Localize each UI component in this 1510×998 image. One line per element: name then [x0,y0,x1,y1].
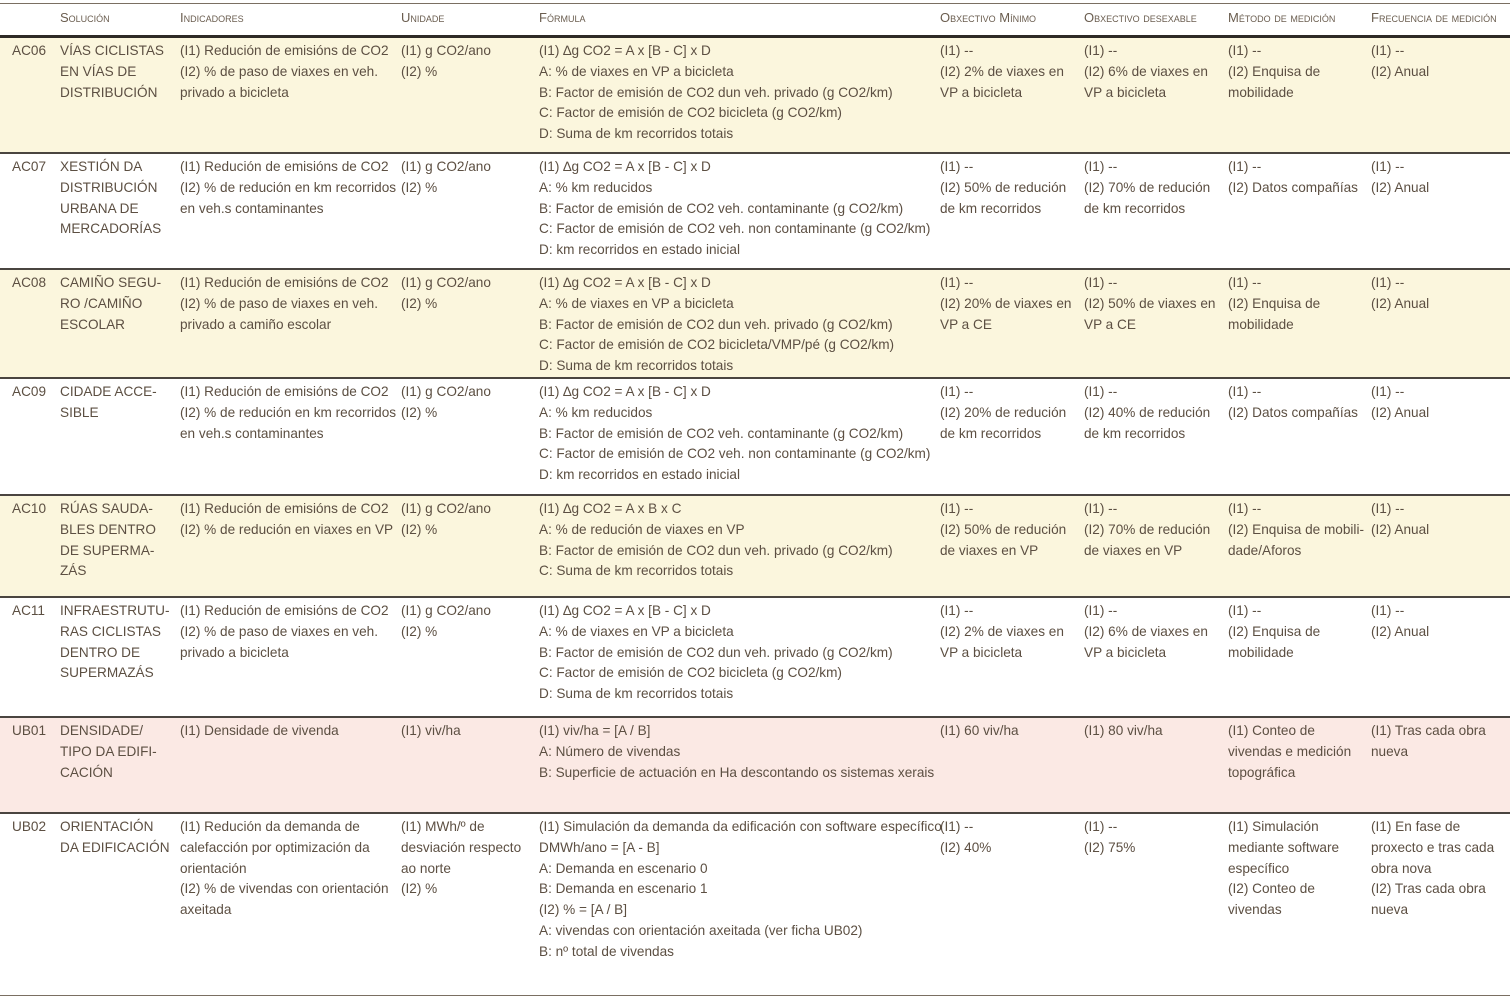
cell-line: de km recorridos [940,425,1042,441]
cell-line: (I1) -- [1084,159,1118,174]
cell-line: (I1) -- [1371,603,1405,618]
cell-line: (I1) Redución de emisións de CO2 [180,43,389,58]
cell-line: orientación [180,860,247,876]
cell-line: (I2) Enquisa de [1228,623,1321,639]
cell-line: (I1) -- [1228,159,1262,174]
cell-line: (I1) -- [1371,384,1405,399]
cell-line: (I1) -- [1228,43,1262,58]
table-header [0,4,1510,36]
cell-obj-des [1084,721,1222,742]
cell-line: A: Número de vivendas [539,743,681,759]
cell-line: (I1) Conteo de [1228,723,1315,738]
cell-line: (I1) -- [940,275,974,290]
cell-metodo [1228,157,1366,199]
cell-line: (I1) g CO2/ano [401,501,491,516]
cell-line: CIDADE ACCE- [60,384,157,399]
cell-line: AC11 [12,603,45,618]
bottom-rule [0,995,1510,996]
cell-line: UB01 [12,723,47,738]
cell-line: C: Factor de emisión de CO2 veh. non contaminante (g CO2/km) [539,446,931,462]
cell-line: B: Factor de emisión de CO2 veh. contaminante (g CO2/km) [539,425,904,441]
cell-line: ESCOLAR [60,316,125,332]
cell-line: (I2) Conteo de [1228,881,1315,897]
cell-line: (I1) viv/ha = [A / B] [539,723,651,738]
cell-line: (I2) Anual [1371,623,1430,639]
cell-solucion [60,41,172,103]
cell-line: (I2) Enquisa de [1228,63,1321,79]
cell-line: (I2) % de redución en km recorridos [180,404,397,420]
cell-line: MERCADORÍAS [60,221,162,237]
cell-line: (I1) ∆g CO2 = A x [B - C] x D [539,275,711,290]
cell-obj-des [1084,601,1222,663]
cell-line: nueva [1371,902,1409,918]
cell-line: (I2) Enquisa de mobili- [1228,521,1364,537]
cell-indicadores [180,601,394,663]
cell-line: (I1) -- [1084,384,1118,399]
cell-line: (I1) MWh/º de [401,819,485,834]
cell-line: de km recorridos [1084,200,1186,216]
cell-code [12,817,56,838]
cell-line: mediante software [1228,839,1340,855]
cell-line: (I2) Tras cada obra [1371,881,1486,897]
cell-metodo [1228,601,1366,663]
cell-unidade [401,157,531,199]
cell-unidade [401,41,531,83]
cell-frecuencia [1371,721,1507,763]
cell-obj-des [1084,382,1222,444]
cell-line: A: % de viaxes en VP a bicicleta [539,623,734,639]
cell-line: (I2) % [401,179,438,195]
cell-line: (I2) Datos compañías [1228,404,1358,420]
cell-solucion [60,157,172,240]
cell-line: (I2) Datos compañías [1228,179,1358,195]
cell-metodo [1228,273,1366,335]
cell-line: mobilidade [1228,316,1294,332]
cell-unidade [401,499,531,541]
cell-line: (I1) -- [940,603,974,618]
cell-line: privado a camiño escolar [180,316,332,332]
cell-line: (I1) -- [1084,501,1118,516]
cell-line: SIBLE [60,404,99,420]
cell-metodo [1228,41,1366,103]
cell-line: D: km recorridos en estado inicial [539,467,740,483]
cell-line: XESTIÓN DA [60,159,143,174]
cell-line: B: Demanda en escenario 1 [539,881,708,897]
cell-line: DENTRO DE [60,644,141,660]
cell-indicadores [180,721,394,742]
cell-line: (I1) -- [940,384,974,399]
cell-code [12,499,56,520]
cell-line: B: Factor de emisión de CO2 dun veh. privado (g CO2/km) [539,84,893,100]
cell-unidade [401,601,531,643]
cell-line: de viaxes en VP [1084,542,1183,558]
table-row [0,154,1510,268]
cell-line: dade/Aforos [1228,542,1302,558]
cell-frecuencia [1371,41,1507,83]
cell-formula [539,41,933,145]
cell-line: (I1) -- [1228,384,1262,399]
header-metodo: Método de medición [1228,10,1336,25]
cell-line: (I1) g CO2/ano [401,603,491,618]
cell-line: A: % de redución de viaxes en VP [539,521,745,537]
cell-line: (I1) -- [1084,275,1118,290]
cell-line: (I2) 40% de redución [1084,404,1211,420]
cell-line: (I1) Redución da demanda de [180,819,360,834]
cell-line: DMWh/ano = [A - B] [539,839,660,855]
cell-line: C: Factor de emisión de CO2 bicicleta (g CO2/km) [539,105,842,121]
cell-line: nueva [1371,743,1409,759]
cell-line: AC10 [12,501,47,516]
cell-obj-des [1084,817,1222,859]
cell-indicadores [180,817,394,921]
cell-line: A: % de viaxes en VP a bicicleta [539,295,734,311]
cell-line: (I1) g CO2/ano [401,275,491,290]
cell-line: específico [1228,860,1290,876]
cell-line: mobilidade [1228,84,1294,100]
cell-line: (I1) g CO2/ano [401,384,491,399]
cell-frecuencia [1371,382,1507,424]
cell-line: UB02 [12,819,47,834]
cell-line: (I1) Redución de emisións de CO2 [180,275,389,290]
cell-line: VP a bicicleta [1084,84,1167,100]
cell-line: CAMIÑO SEGU- [60,275,162,290]
cell-code [12,382,56,403]
cell-frecuencia [1371,273,1507,315]
cell-line: (I1) Redución de emisións de CO2 [180,159,389,174]
cell-line: (I1) ∆g CO2 = A x [B - C] x D [539,384,711,399]
cell-line: VP a bicicleta [940,644,1023,660]
cell-line: C: Factor de emisión de CO2 bicicleta (g CO2/km) [539,665,842,681]
header-obxectivo-desexable: Obxectivo desexable [1084,10,1197,25]
cell-line: desviación respecto [401,839,522,855]
cell-line: URBANA DE [60,200,139,216]
cell-line: (I1) Redución de emisións de CO2 [180,384,389,399]
cell-line: AC07 [12,159,47,174]
cell-line: privado a bicicleta [180,644,289,660]
cell-line: (I2) 6% de viaxes en [1084,63,1208,79]
cell-line: DA EDIFICACIÓN [60,839,170,855]
cell-obj-min [940,382,1078,444]
cell-line: CACIÓN [60,764,113,780]
cell-line: (I1) ∆g CO2 = A x B x C [539,501,682,516]
cell-line: VP a CE [1084,316,1136,332]
cell-indicadores [180,382,397,444]
cell-line: B: Factor de emisión de CO2 veh. contaminante (g CO2/km) [539,200,904,216]
cell-line: (I1) Redución de emisións de CO2 [180,501,389,516]
cell-line: (I2) 40% [940,839,992,855]
cell-obj-min [940,499,1078,561]
cell-line: DE SUPERMA- [60,542,155,558]
cell-line: B: nº total de vivendas [539,943,674,959]
cell-line: (I2) 50% de redución [940,179,1067,195]
cell-line: B: Factor de emisión de CO2 dun veh. privado (g CO2/km) [539,542,893,558]
cell-unidade [401,721,531,742]
cell-line: (I2) 70% de redución [1084,521,1211,537]
cell-unidade [401,817,531,900]
cell-code [12,721,56,742]
cell-line: obra nova [1371,860,1432,876]
cell-solucion [60,499,172,582]
table-row [0,496,1510,596]
cell-line: AC08 [12,275,47,290]
cell-line: A: vivendas con orientación axeitada (ver ficha UB02) [539,922,863,938]
cell-line: (I1) g CO2/ano [401,43,491,58]
cell-obj-min [940,157,1078,219]
cell-line: (I2) Anual [1371,179,1430,195]
cell-line: (I1) -- [1228,501,1262,516]
cell-line: (I2) Anual [1371,295,1430,311]
cell-line: VÍAS CICLISTAS [60,43,164,58]
cell-frecuencia [1371,601,1507,643]
cell-line: (I1) -- [1371,159,1405,174]
header-formula: Fórmula [539,10,586,25]
cell-line: (I1) ∆g CO2 = A x [B - C] x D [539,43,711,58]
cell-line: (I2) % [401,623,438,639]
cell-line: axeitada [180,902,232,918]
cell-line: C: Factor de emisión de CO2 bicicleta/VMP/pé (g CO2/km) [539,337,895,353]
cell-line: (I2) Anual [1371,521,1430,537]
cell-line: (I1) ∆g CO2 = A x [B - C] x D [539,603,711,618]
table-row [0,598,1510,716]
cell-line: (I1) Redución de emisións de CO2 [180,603,389,618]
cell-line: VP a bicicleta [940,84,1023,100]
table-row [0,270,1510,377]
cell-line: de viaxes en VP [940,542,1039,558]
cell-line: C: Suma de km recorridos totais [539,563,734,579]
cell-formula [539,721,933,783]
cell-line: de km recorridos [940,200,1042,216]
cell-line: (I1) -- [1084,819,1118,834]
cell-line: A: % de viaxes en VP a bicicleta [539,63,734,79]
cell-line: RO /CAMIÑO [60,295,143,311]
cell-line: (I1) -- [940,501,974,516]
cell-line: (I2) 70% de redución [1084,179,1211,195]
cell-line: B: Factor de emisión de CO2 dun veh. privado (g CO2/km) [539,316,893,332]
cell-line: mobilidade [1228,644,1294,660]
cell-line: A: % km reducidos [539,179,653,195]
cell-formula [539,601,933,705]
cell-line: (I2) 75% [1084,839,1136,855]
header-unidade: Unidade [401,10,445,25]
cell-solucion [60,273,172,335]
cell-obj-min [940,273,1078,335]
cell-line: D: Suma de km recorridos totais [539,358,734,374]
cell-line: VP a CE [940,316,992,332]
cell-line: (I1) 80 viv/ha [1084,723,1163,738]
cell-line: DENSIDADE/ [60,723,144,738]
cell-indicadores [180,157,397,219]
cell-obj-des [1084,41,1222,103]
cell-line: A: Demanda en escenario 0 [539,860,708,876]
cell-formula [539,499,933,582]
cell-line: (I1) -- [1228,275,1262,290]
cell-indicadores [180,273,394,335]
cell-line: (I1) Tras cada obra [1371,723,1486,738]
header-solucion: Solución [60,10,110,25]
cell-code [12,41,56,62]
cell-line: (I2) 20% de redución [940,404,1067,420]
cell-line: (I2) 2% de viaxes en [940,623,1064,639]
cell-code [12,601,56,622]
cell-solucion [60,721,172,783]
cell-line: (I1) -- [1228,603,1262,618]
cell-solucion [60,382,172,424]
cell-line: (I2) Enquisa de [1228,295,1321,311]
cell-line: (I1) -- [1084,43,1118,58]
cell-metodo [1228,721,1366,783]
cell-line: (I1) -- [1371,275,1405,290]
cell-line: D: km recorridos en estado inicial [539,242,740,258]
cell-obj-min [940,41,1078,103]
cell-line: D: Suma de km recorridos totais [539,686,734,702]
cell-line: (I2) Anual [1371,404,1430,420]
cell-line: (I1) -- [940,159,974,174]
cell-line: EN VÍAS DE [60,63,137,79]
cell-line: ZÁS [60,563,87,579]
cell-obj-min [940,601,1078,663]
cell-code [12,157,56,178]
cell-line: (I2) 50% de viaxes en [1084,295,1216,311]
cell-line: C: Factor de emisión de CO2 veh. non contaminante (g CO2/km) [539,221,931,237]
cell-line: (I2) % de redución en km recorridos [180,179,397,195]
cell-line: VP a bicicleta [1084,644,1167,660]
cell-line: AC06 [12,43,47,58]
cell-frecuencia [1371,157,1507,199]
cell-frecuencia [1371,817,1507,921]
table-row [0,379,1510,494]
cell-line: (I1) g CO2/ano [401,159,491,174]
cell-line: (I2) 20% de viaxes en [940,295,1072,311]
cell-line: (I1) Simulación da demanda da edificación con software específico [539,819,942,834]
cell-obj-des [1084,499,1222,561]
cell-line: DISTRIBUCIÓN [60,84,158,100]
cell-formula [539,382,933,486]
cell-line: (I2) 6% de viaxes en [1084,623,1208,639]
cell-line: (I1) -- [1371,501,1405,516]
cell-line: (I2) % [401,881,438,897]
cell-line: (I1) En fase de [1371,819,1461,834]
cell-formula [539,273,933,377]
cell-obj-min [940,817,1078,859]
cell-line: (I1) viv/ha [401,723,461,738]
cell-line: B: Factor de emisión de CO2 dun veh. privado (g CO2/km) [539,644,893,660]
cell-line: AC09 [12,384,47,399]
cell-line: INFRAESTRUTU- [60,603,170,618]
cell-line: D: Suma de km recorridos totais [539,126,734,142]
cell-line: (I1) Densidade de vivenda [180,723,339,738]
cell-line: ao norte [401,860,451,876]
cell-line: (I2) % de redución en viaxes en VP [180,521,394,537]
cell-line: RAS CICLISTAS [60,623,161,639]
cell-formula [539,157,933,261]
header-frecuencia: Frecuencia de medición [1371,10,1497,25]
cell-code [12,273,56,294]
cell-line: (I2) 2% de viaxes en [940,63,1064,79]
cell-line: RÚAS SAUDA- [60,501,153,516]
cell-frecuencia [1371,499,1507,541]
table-row [0,38,1510,152]
header-obxectivo-minimo: Obxectivo Mínimo [940,10,1037,25]
cell-unidade [401,273,531,315]
cell-line: (I2) % [401,63,438,79]
cell-line: (I1) 60 viv/ha [940,723,1019,738]
cell-line: B: Superficie de actuación en Ha descontando os sistemas xerais [539,764,935,780]
cell-indicadores [180,499,394,541]
cell-obj-des [1084,157,1222,219]
cell-line: BLES DENTRO [60,521,156,537]
table-row [0,814,1510,994]
cell-unidade [401,382,531,424]
cell-line: DISTRIBUCIÓN [60,179,158,195]
cell-line: en veh.s contaminantes [180,200,324,216]
cell-line: (I1) -- [940,819,974,834]
cell-line: (I2) % de paso de viaxes en veh. [180,63,378,79]
table-row [0,718,1510,812]
cell-line: privado a bicicleta [180,84,289,100]
cell-line: (I1) -- [940,43,974,58]
cell-line: proxecto e tras cada [1371,839,1495,855]
cell-line: (I2) % [401,295,438,311]
cell-line: (I2) % de vivendas con orientación [180,881,389,897]
cell-line: SUPERMAZÁS [60,665,154,681]
cell-line: (I2) % [401,404,438,420]
cell-line: (I2) % de paso de viaxes en veh. [180,295,378,311]
cell-line: TIPO DA EDIFI- [60,743,157,759]
cell-line: ORIENTACIÓN [60,819,154,834]
cell-line: (I1) ∆g CO2 = A x [B - C] x D [539,159,711,174]
cell-solucion [60,817,172,859]
cell-line: vivendas e medición [1228,743,1352,759]
cell-line: vivendas [1228,902,1282,918]
cell-obj-des [1084,273,1222,335]
cell-line: en veh.s contaminantes [180,425,324,441]
cell-line: (I1) -- [1084,603,1118,618]
cell-line: (I1) -- [1371,43,1405,58]
cell-line: (I2) % [401,521,438,537]
cell-line: topográfica [1228,764,1296,780]
cell-line: (I2) Anual [1371,63,1430,79]
header-indicadores: Indicadores [180,10,244,25]
cell-obj-min [940,721,1078,742]
cell-metodo [1228,499,1366,561]
cell-formula [539,817,942,963]
cell-line: A: % km reducidos [539,404,653,420]
cell-metodo [1228,382,1366,424]
cell-line: calefacción por optimización da [180,839,370,855]
cell-line: (I2) % = [A / B] [539,902,628,918]
cell-metodo [1228,817,1366,921]
cell-indicadores [180,41,394,103]
cell-line: (I2) % de paso de viaxes en veh. [180,623,378,639]
cell-line: de km recorridos [1084,425,1186,441]
cell-line: (I2) 50% de redución [940,521,1067,537]
cell-solucion [60,601,172,684]
cell-line: (I1) Simulación [1228,819,1319,834]
